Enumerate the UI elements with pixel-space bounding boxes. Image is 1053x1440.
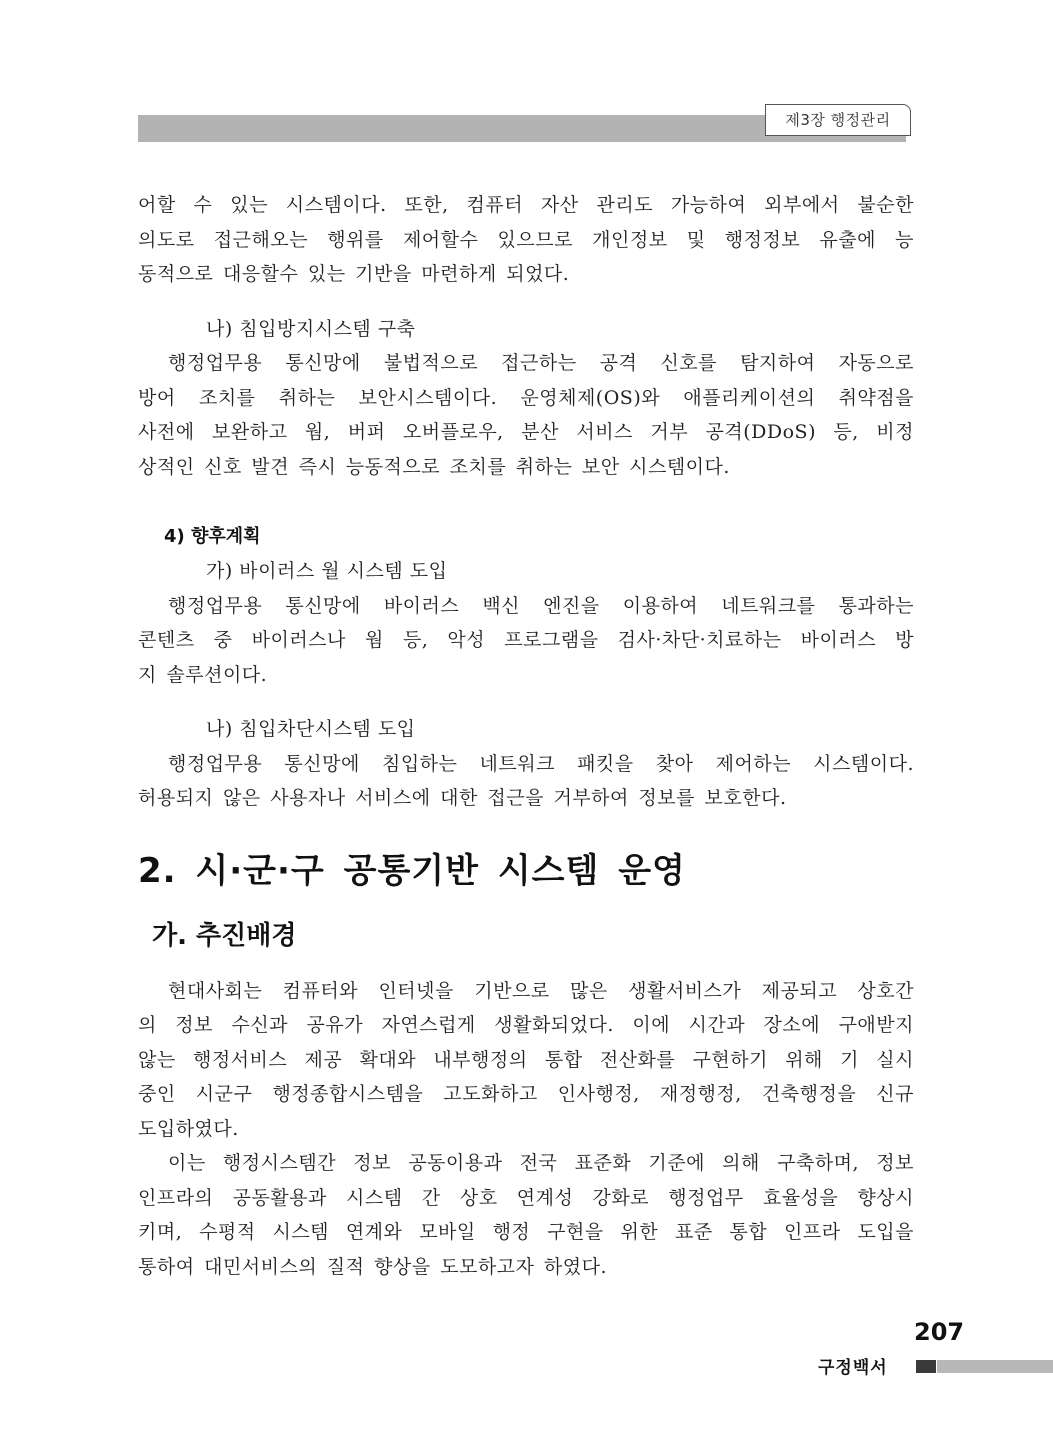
ips-heading: 나) 침입방지시스템 구축 bbox=[206, 317, 416, 340]
block-line: 행정업무용 통신망에 침입하는 네트워크 패킷을 찾아 제어하는 시스템이다. bbox=[168, 752, 914, 775]
section-title: 2. 시·군·구 공통기반 시스템 운영 bbox=[138, 850, 686, 891]
background-line: 도입하였다. bbox=[138, 1117, 239, 1140]
page-number: 207 bbox=[914, 1318, 965, 1346]
background-line: 않는 행정서비스 제공 확대와 내부행정의 통합 전산화를 구현하기 위해 기 실시 bbox=[138, 1048, 914, 1071]
footer-bar bbox=[937, 1360, 1053, 1373]
page-content bbox=[138, 188, 914, 1284]
virus-heading: 가) 바이러스 월 시스템 도입 bbox=[206, 560, 448, 582]
future-heading: 4) 향후계획 bbox=[164, 526, 261, 547]
background-line: 이는 행정시스템간 정보 공동이용과 전국 표준화 기준에 의해 구축하며, 정보 bbox=[168, 1152, 914, 1174]
background-line: 중인 시군구 행정종합시스템을 고도화하고 인사행정, 재정행정, 건축행정을 신규 bbox=[138, 1083, 914, 1105]
background-line: 키며, 수평적 시스템 연계와 모바일 행정 구현을 위한 표준 통합 인프라 도입을 bbox=[138, 1221, 914, 1243]
ips-line: 방어 조치를 취하는 보안시스템이다. 운영체제(OS)와 애플리케이션의 취약점을 bbox=[138, 386, 914, 409]
virus-line: 지 솔루션이다. bbox=[138, 663, 268, 686]
virus-line: 행정업무용 통신망에 바이러스 백신 엔진을 이용하여 네트워크를 통과하는 bbox=[168, 594, 914, 617]
background-line: 의 정보 수신과 공유가 자연스럽게 생활화되었다. 이에 시간과 장소에 구애받지 bbox=[138, 1014, 914, 1036]
intro-line: 의도로 접근해오는 행위를 제어할수 있으므로 개인정보 및 행정정보 유출에 능 bbox=[138, 228, 914, 251]
block-heading: 나) 침입차단시스템 도입 bbox=[206, 718, 416, 740]
background-line: 현대사회는 컴퓨터와 인터넷을 기반으로 많은 생활서비스가 제공되고 상호간 bbox=[168, 979, 914, 1002]
ips-line: 상적인 신호 발견 즉시 능동적으로 조치를 취하는 보안 시스템이다. bbox=[138, 455, 730, 478]
footer-block bbox=[916, 1360, 936, 1373]
book-title: 구정백서 bbox=[818, 1358, 888, 1378]
intro-line: 어할 수 있는 시스템이다. 또한, 컴퓨터 자산 관리도 가능하여 외부에서 불순한 bbox=[138, 194, 914, 216]
background-line: 인프라의 공동활용과 시스템 간 상호 연계성 강화로 행정업무 효율성을 향상시 bbox=[138, 1186, 914, 1209]
section-subtitle: 가. 추진배경 bbox=[152, 920, 297, 951]
background-line: 통하여 대민서비스의 질적 향상을 도모하고자 하였다. bbox=[138, 1255, 608, 1278]
block-line: 허용되지 않은 사용자나 서비스에 대한 접근을 거부하여 정보를 보호한다. bbox=[138, 787, 787, 809]
ips-line: 행정업무용 통신망에 불법적으로 접근하는 공격 신호를 탐지하여 자동으로 bbox=[168, 352, 914, 374]
ips-line: 사전에 보완하고 웜, 버퍼 오버플로우, 분산 서비스 거부 공격(DDoS) 등, 비정 bbox=[138, 421, 914, 443]
virus-line: 콘텐츠 중 바이러스나 웜 등, 악성 프로그램을 검사·차단·치료하는 바이러스 방 bbox=[138, 629, 914, 651]
intro-line: 동적으로 대응할수 있는 기반을 마련하게 되었다. bbox=[138, 263, 570, 285]
chapter-label: 제3장 행정관리 bbox=[765, 104, 911, 136]
